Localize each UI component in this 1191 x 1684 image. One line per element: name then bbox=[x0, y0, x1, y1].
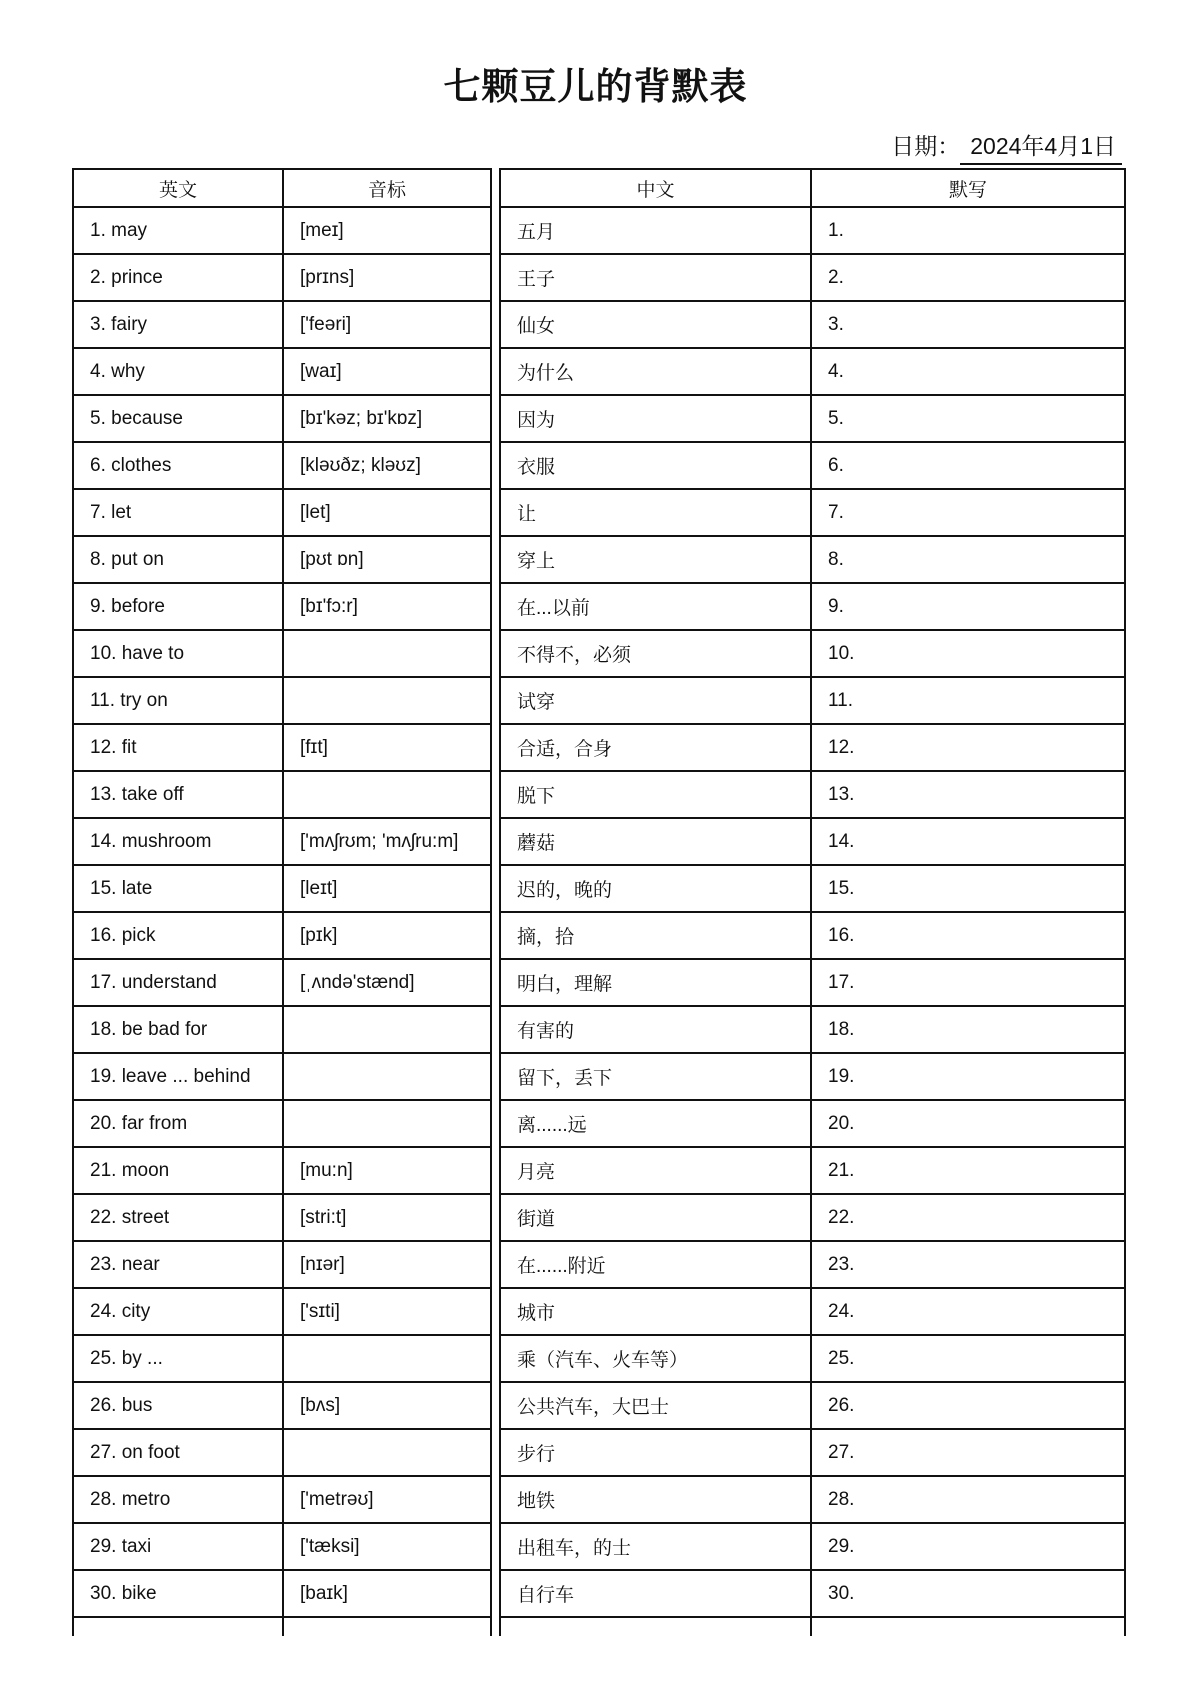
vocab-row bbox=[500, 1288, 1125, 1335]
english-cell: 1. may bbox=[73, 207, 283, 254]
ipa-cell: [kləʊðz; kləʊz] bbox=[283, 442, 491, 489]
partial-row bbox=[73, 1617, 491, 1636]
vocab-row bbox=[73, 1241, 491, 1288]
vocab-row bbox=[500, 489, 1125, 536]
ipa-cell bbox=[283, 771, 491, 818]
ipa-cell bbox=[283, 630, 491, 677]
english-cell: 5. because bbox=[73, 395, 283, 442]
chinese-cell: 试穿 bbox=[500, 677, 811, 724]
english-cell: 3. fairy bbox=[73, 301, 283, 348]
chinese-cell: 明白，理解 bbox=[500, 959, 811, 1006]
english-cell: 9. before bbox=[73, 583, 283, 630]
vocab-row bbox=[500, 1006, 1125, 1053]
english-cell: 13. take off bbox=[73, 771, 283, 818]
ipa-cell: [meɪ] bbox=[283, 207, 491, 254]
chinese-cell: 不得不，必须 bbox=[500, 630, 811, 677]
vocab-row bbox=[73, 1429, 491, 1476]
vocab-row bbox=[500, 1429, 1125, 1476]
dictation-cell: 11. bbox=[811, 677, 1125, 724]
vocab-row bbox=[500, 959, 1125, 1006]
vocab-row bbox=[500, 865, 1125, 912]
dictation-cell: 9. bbox=[811, 583, 1125, 630]
date-label: 日期： bbox=[891, 133, 961, 159]
vocab-row bbox=[500, 442, 1125, 489]
ipa-cell bbox=[283, 1006, 491, 1053]
ipa-cell: [fɪt] bbox=[283, 724, 491, 771]
ipa-cell: [let] bbox=[283, 489, 491, 536]
chinese-cell: 为什么 bbox=[500, 348, 811, 395]
chinese-cell: 有害的 bbox=[500, 1006, 811, 1053]
english-cell: 28. metro bbox=[73, 1476, 283, 1523]
chinese-cell: 迟的，晚的 bbox=[500, 865, 811, 912]
vocab-row bbox=[500, 1570, 1125, 1617]
english-cell: 27. on foot bbox=[73, 1429, 283, 1476]
left-tbody bbox=[73, 207, 491, 1636]
ipa-cell: [prɪns] bbox=[283, 254, 491, 301]
chinese-cell: 摘，拾 bbox=[500, 912, 811, 959]
chinese-dictation-table bbox=[499, 168, 1126, 1636]
vocab-row bbox=[73, 1382, 491, 1429]
ipa-cell: [mu:n] bbox=[283, 1147, 491, 1194]
english-cell: 24. city bbox=[73, 1288, 283, 1335]
vocab-row bbox=[73, 395, 491, 442]
chinese-cell: 月亮 bbox=[500, 1147, 811, 1194]
vocab-row bbox=[500, 724, 1125, 771]
right-tbody bbox=[500, 207, 1125, 1636]
dictation-cell: 5. bbox=[811, 395, 1125, 442]
vocab-row bbox=[73, 1476, 491, 1523]
vocab-row bbox=[73, 865, 491, 912]
chinese-cell: 离......远 bbox=[500, 1100, 811, 1147]
ipa-cell: [baɪk] bbox=[283, 1570, 491, 1617]
dictation-cell: 18. bbox=[811, 1006, 1125, 1053]
vocab-row bbox=[500, 630, 1125, 677]
dictation-cell: 30. bbox=[811, 1570, 1125, 1617]
ipa-cell: [nɪər] bbox=[283, 1241, 491, 1288]
ipa-cell bbox=[283, 1335, 491, 1382]
dictation-cell: 3. bbox=[811, 301, 1125, 348]
english-cell: 14. mushroom bbox=[73, 818, 283, 865]
vocab-row bbox=[500, 1147, 1125, 1194]
ipa-cell: [bɪ'fɔ:r] bbox=[283, 583, 491, 630]
vocab-row bbox=[500, 348, 1125, 395]
dictation-cell: 8. bbox=[811, 536, 1125, 583]
vocab-row bbox=[500, 1241, 1125, 1288]
dictation-cell: 21. bbox=[811, 1147, 1125, 1194]
vocab-row bbox=[500, 395, 1125, 442]
date-value: 2024年4月1日 bbox=[960, 128, 1122, 165]
vocab-row bbox=[73, 677, 491, 724]
empty-cell bbox=[283, 1617, 491, 1636]
dictation-cell: 14. bbox=[811, 818, 1125, 865]
ipa-cell: [pɪk] bbox=[283, 912, 491, 959]
ipa-cell: [stri:t] bbox=[283, 1194, 491, 1241]
chinese-cell: 穿上 bbox=[500, 536, 811, 583]
chinese-cell: 留下，丢下 bbox=[500, 1053, 811, 1100]
english-cell: 16. pick bbox=[73, 912, 283, 959]
chinese-cell: 公共汽车，大巴士 bbox=[500, 1382, 811, 1429]
vocab-row bbox=[500, 1053, 1125, 1100]
vocab-row bbox=[500, 771, 1125, 818]
vocab-row bbox=[500, 818, 1125, 865]
english-cell: 15. late bbox=[73, 865, 283, 912]
dictation-cell: 15. bbox=[811, 865, 1125, 912]
english-cell: 23. near bbox=[73, 1241, 283, 1288]
vocab-row bbox=[500, 1100, 1125, 1147]
ipa-cell: ['feəri] bbox=[283, 301, 491, 348]
dictation-cell: 7. bbox=[811, 489, 1125, 536]
vocab-row bbox=[500, 677, 1125, 724]
vocab-row bbox=[500, 1476, 1125, 1523]
ipa-cell bbox=[283, 677, 491, 724]
vocab-row bbox=[500, 1194, 1125, 1241]
vocab-row bbox=[73, 912, 491, 959]
english-cell: 21. moon bbox=[73, 1147, 283, 1194]
vocab-row bbox=[73, 207, 491, 254]
dictation-cell: 29. bbox=[811, 1523, 1125, 1570]
ipa-cell: [leɪt] bbox=[283, 865, 491, 912]
empty-cell bbox=[811, 1617, 1125, 1636]
english-cell: 11. try on bbox=[73, 677, 283, 724]
english-cell: 4. why bbox=[73, 348, 283, 395]
dictation-cell: 2. bbox=[811, 254, 1125, 301]
ipa-cell bbox=[283, 1429, 491, 1476]
empty-cell bbox=[73, 1617, 283, 1636]
chinese-cell: 让 bbox=[500, 489, 811, 536]
english-cell: 18. be bad for bbox=[73, 1006, 283, 1053]
dictation-cell: 13. bbox=[811, 771, 1125, 818]
header-english: 英文 bbox=[73, 169, 283, 207]
english-cell: 30. bike bbox=[73, 1570, 283, 1617]
dictation-cell: 27. bbox=[811, 1429, 1125, 1476]
dictation-cell: 10. bbox=[811, 630, 1125, 677]
dictation-cell: 22. bbox=[811, 1194, 1125, 1241]
chinese-cell: 五月 bbox=[500, 207, 811, 254]
vocab-row bbox=[73, 1570, 491, 1617]
chinese-cell: 在......附近 bbox=[500, 1241, 811, 1288]
english-cell: 6. clothes bbox=[73, 442, 283, 489]
dictation-cell: 12. bbox=[811, 724, 1125, 771]
english-cell: 12. fit bbox=[73, 724, 283, 771]
chinese-cell: 蘑菇 bbox=[500, 818, 811, 865]
vocab-row bbox=[73, 724, 491, 771]
english-cell: 19. leave ... behind bbox=[73, 1053, 283, 1100]
chinese-cell: 出租车，的士 bbox=[500, 1523, 811, 1570]
vocab-row bbox=[73, 630, 491, 677]
chinese-cell: 城市 bbox=[500, 1288, 811, 1335]
english-cell: 17. understand bbox=[73, 959, 283, 1006]
vocab-row bbox=[73, 771, 491, 818]
ipa-cell bbox=[283, 1100, 491, 1147]
vocab-row bbox=[73, 301, 491, 348]
vocab-row bbox=[73, 1335, 491, 1382]
vocab-row bbox=[73, 1194, 491, 1241]
ipa-cell: [pʊt ɒn] bbox=[283, 536, 491, 583]
vocab-row bbox=[500, 1335, 1125, 1382]
vocab-row bbox=[73, 1006, 491, 1053]
vocab-row bbox=[500, 536, 1125, 583]
chinese-cell: 街道 bbox=[500, 1194, 811, 1241]
header-ipa: 音标 bbox=[283, 169, 491, 207]
header-row bbox=[73, 169, 491, 207]
vocab-row bbox=[73, 1053, 491, 1100]
chinese-cell: 衣服 bbox=[500, 442, 811, 489]
chinese-cell: 脱下 bbox=[500, 771, 811, 818]
dictation-cell: 17. bbox=[811, 959, 1125, 1006]
english-cell: 25. by ... bbox=[73, 1335, 283, 1382]
ipa-cell: [waɪ] bbox=[283, 348, 491, 395]
chinese-cell: 在...以前 bbox=[500, 583, 811, 630]
vocab-row bbox=[500, 301, 1125, 348]
vocab-row bbox=[73, 536, 491, 583]
vocab-row bbox=[73, 442, 491, 489]
english-cell: 7. let bbox=[73, 489, 283, 536]
ipa-cell: ['mʌʃrʊm; 'mʌʃru:m] bbox=[283, 818, 491, 865]
dictation-cell: 25. bbox=[811, 1335, 1125, 1382]
chinese-cell: 地铁 bbox=[500, 1476, 811, 1523]
page-title: 七颗豆儿的背默表 bbox=[443, 66, 748, 107]
ipa-cell: [bɪ'kəz; bɪ'kɒz] bbox=[283, 395, 491, 442]
english-cell: 8. put on bbox=[73, 536, 283, 583]
ipa-cell: [bʌs] bbox=[283, 1382, 491, 1429]
chinese-cell: 王子 bbox=[500, 254, 811, 301]
english-cell: 2. prince bbox=[73, 254, 283, 301]
vocab-row bbox=[500, 1382, 1125, 1429]
chinese-cell: 乘（汽车、火车等） bbox=[500, 1335, 811, 1382]
dictation-cell: 24. bbox=[811, 1288, 1125, 1335]
english-cell: 29. taxi bbox=[73, 1523, 283, 1570]
empty-cell bbox=[500, 1617, 811, 1636]
vocab-row bbox=[73, 1288, 491, 1335]
vocab-row bbox=[73, 348, 491, 395]
chinese-cell: 因为 bbox=[500, 395, 811, 442]
ipa-cell bbox=[283, 1053, 491, 1100]
vocab-row bbox=[73, 1100, 491, 1147]
vocab-row bbox=[73, 254, 491, 301]
dictation-cell: 23. bbox=[811, 1241, 1125, 1288]
vocab-row bbox=[73, 489, 491, 536]
dictation-cell: 4. bbox=[811, 348, 1125, 395]
vocab-row bbox=[73, 959, 491, 1006]
date-line bbox=[891, 128, 1122, 165]
vocab-row bbox=[73, 818, 491, 865]
vocab-table bbox=[72, 168, 1126, 1636]
header-row bbox=[500, 169, 1125, 207]
header-dictation: 默写 bbox=[811, 169, 1125, 207]
dictation-cell: 1. bbox=[811, 207, 1125, 254]
vocab-row bbox=[500, 1523, 1125, 1570]
ipa-cell: ['tæksi] bbox=[283, 1523, 491, 1570]
english-cell: 26. bus bbox=[73, 1382, 283, 1429]
vocab-row bbox=[73, 1147, 491, 1194]
partial-row bbox=[500, 1617, 1125, 1636]
vocab-row bbox=[500, 254, 1125, 301]
english-cell: 22. street bbox=[73, 1194, 283, 1241]
dictation-cell: 19. bbox=[811, 1053, 1125, 1100]
vocab-row bbox=[73, 583, 491, 630]
chinese-cell: 合适，合身 bbox=[500, 724, 811, 771]
ipa-cell: [ˌʌndə'stænd] bbox=[283, 959, 491, 1006]
dictation-cell: 16. bbox=[811, 912, 1125, 959]
dictation-cell: 26. bbox=[811, 1382, 1125, 1429]
dictation-cell: 20. bbox=[811, 1100, 1125, 1147]
chinese-cell: 自行车 bbox=[500, 1570, 811, 1617]
ipa-cell: ['metrəʊ] bbox=[283, 1476, 491, 1523]
chinese-cell: 步行 bbox=[500, 1429, 811, 1476]
vocab-row bbox=[500, 207, 1125, 254]
chinese-cell: 仙女 bbox=[500, 301, 811, 348]
dictation-cell: 28. bbox=[811, 1476, 1125, 1523]
english-cell: 10. have to bbox=[73, 630, 283, 677]
dictation-cell: 6. bbox=[811, 442, 1125, 489]
ipa-cell: ['sɪti] bbox=[283, 1288, 491, 1335]
header-chinese: 中文 bbox=[500, 169, 811, 207]
vocab-row bbox=[73, 1523, 491, 1570]
english-ipa-table bbox=[72, 168, 492, 1636]
english-cell: 20. far from bbox=[73, 1100, 283, 1147]
vocab-row bbox=[500, 583, 1125, 630]
vocab-row bbox=[500, 912, 1125, 959]
